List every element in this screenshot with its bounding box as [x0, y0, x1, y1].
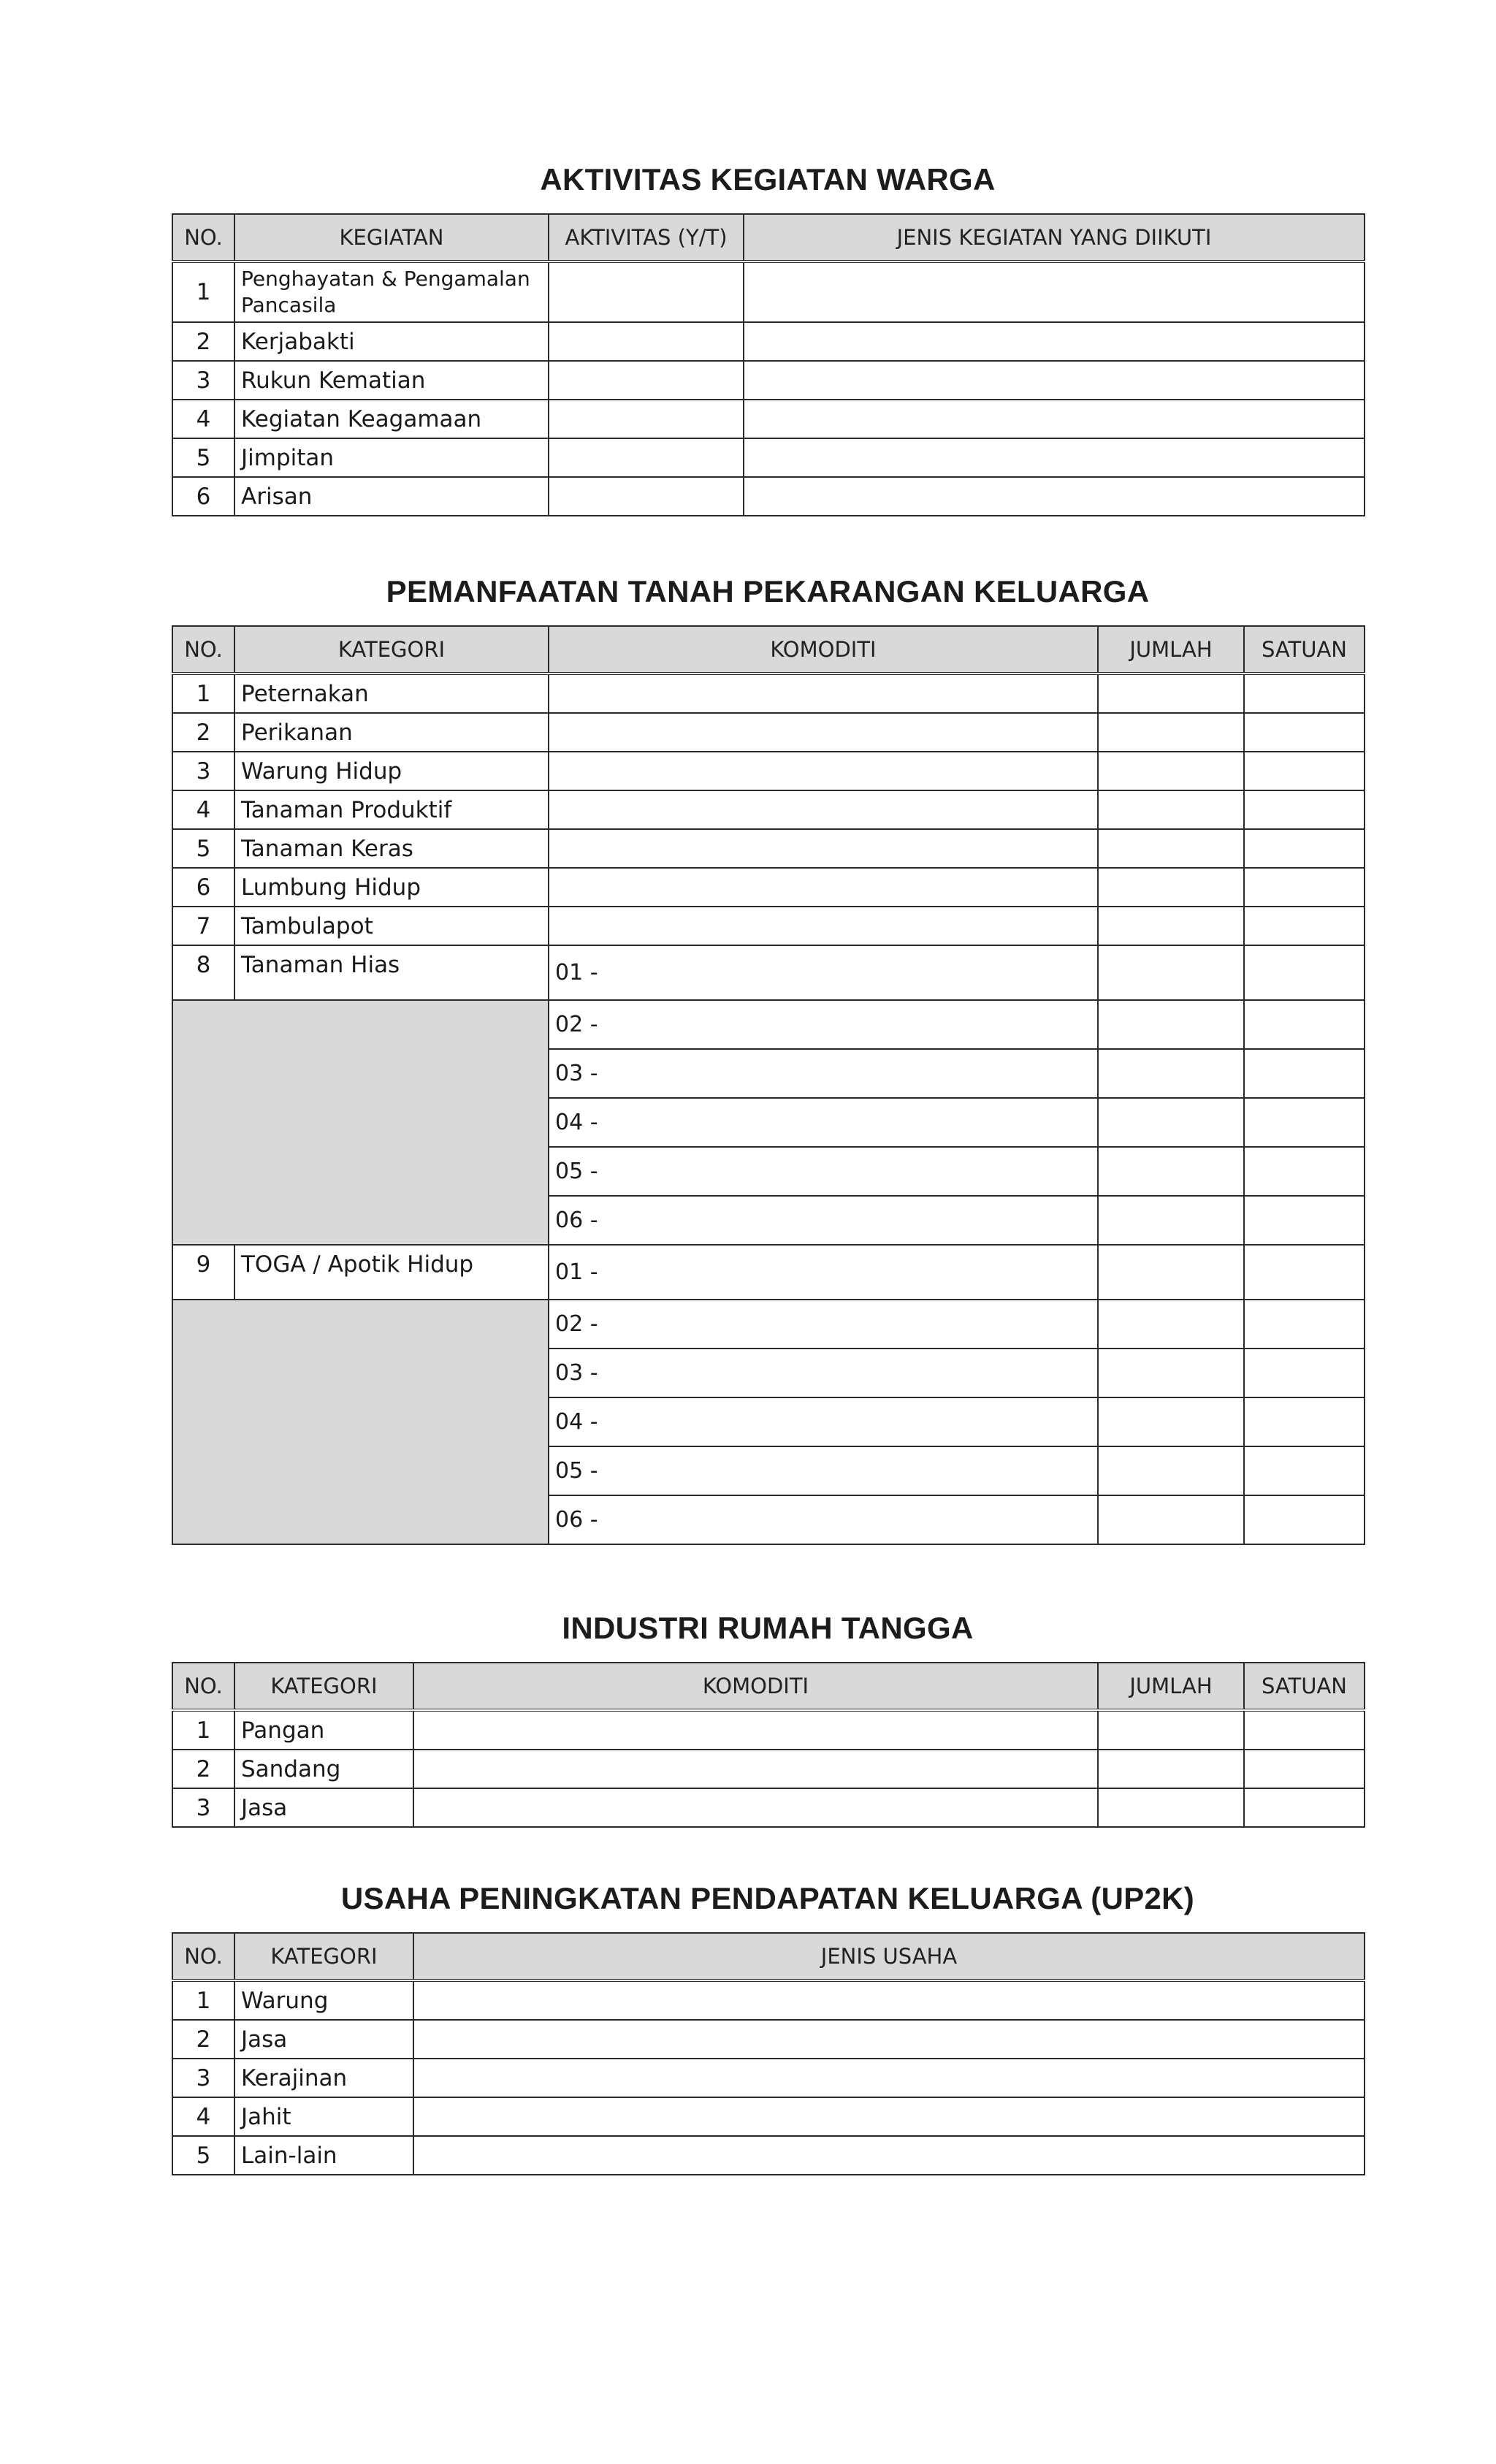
kategori-label: Jahit [234, 2097, 413, 2136]
header-no: NO. [172, 214, 234, 262]
row-number: 9 [172, 1245, 234, 1300]
row-number: 3 [172, 361, 234, 400]
satuan-cell[interactable] [1244, 1049, 1365, 1098]
kegiatan-label: Penghayatan & Pengamalan Pancasila [234, 262, 549, 322]
jenis-usaha-cell[interactable] [413, 2097, 1365, 2136]
komoditi-item[interactable]: 04 - [549, 1397, 1098, 1446]
komoditi-cell[interactable] [413, 1710, 1098, 1750]
shaded-block [172, 1000, 549, 1245]
kegiatan-label: Jimpitan [234, 438, 549, 477]
table-row [172, 477, 1365, 516]
aktivitas-cell[interactable] [549, 361, 744, 400]
satuan-cell[interactable] [1244, 1196, 1365, 1245]
kategori-label: Perikanan [234, 713, 549, 752]
row-number: 1 [172, 1710, 234, 1750]
jumlah-cell[interactable] [1098, 829, 1244, 868]
jumlah-cell[interactable] [1098, 752, 1244, 790]
table-row [172, 322, 1365, 361]
komoditi-cell[interactable] [549, 907, 1098, 945]
industri-section [172, 1611, 1364, 1828]
row-number: 2 [172, 2020, 234, 2059]
table-row [172, 790, 1365, 829]
jumlah-cell[interactable] [1098, 868, 1244, 907]
satuan-cell[interactable] [1244, 1495, 1365, 1544]
satuan-cell[interactable] [1244, 868, 1365, 907]
satuan-cell[interactable] [1244, 1710, 1365, 1750]
row-number: 6 [172, 477, 234, 516]
table-row [172, 868, 1365, 907]
header-jumlah: JUMLAH [1098, 1663, 1244, 1710]
header-kategori: KATEGORI [234, 1663, 413, 1710]
table-row [172, 1750, 1365, 1788]
jumlah-cell[interactable] [1098, 1245, 1244, 1300]
table-row [172, 2136, 1365, 2175]
table-row [172, 1245, 1365, 1300]
kategori-label: Jasa [234, 2020, 413, 2059]
komoditi-item[interactable]: 01 - [549, 1245, 1098, 1300]
komoditi-cell[interactable] [413, 1788, 1098, 1827]
jumlah-cell[interactable] [1098, 713, 1244, 752]
table-row [172, 1710, 1365, 1750]
header-no: NO. [172, 1663, 234, 1710]
table-row [172, 713, 1365, 752]
satuan-cell[interactable] [1244, 1300, 1365, 1349]
header-jenis-usaha: JENIS USAHA [413, 1933, 1365, 1980]
satuan-cell[interactable] [1244, 752, 1365, 790]
row-number: 2 [172, 1750, 234, 1788]
row-number: 4 [172, 400, 234, 438]
up2k-table [172, 1932, 1365, 2175]
komoditi-cell[interactable] [549, 674, 1098, 713]
table-row [172, 262, 1365, 322]
jumlah-cell[interactable] [1098, 1446, 1244, 1495]
kegiatan-label: Kerjabakti [234, 322, 549, 361]
table-row [172, 1788, 1365, 1827]
industri-title: INDUSTRI RUMAH TANGGA [562, 1611, 974, 1645]
row-number: 5 [172, 829, 234, 868]
header-jumlah: JUMLAH [1098, 626, 1244, 674]
jumlah-cell[interactable] [1098, 1710, 1244, 1750]
aktivitas-section [172, 162, 1364, 516]
komoditi-cell[interactable] [549, 829, 1098, 868]
jumlah-cell[interactable] [1098, 1300, 1244, 1349]
row-number: 6 [172, 868, 234, 907]
pekarangan-section [172, 574, 1364, 1545]
table-row [172, 1000, 1365, 1049]
pekarangan-table [172, 625, 1365, 1545]
komoditi-cell[interactable] [549, 752, 1098, 790]
komoditi-item[interactable]: 03 - [549, 1049, 1098, 1098]
satuan-cell[interactable] [1244, 1147, 1365, 1196]
table-row [172, 2020, 1365, 2059]
aktivitas-table [172, 213, 1365, 516]
jenis-kegiatan-cell[interactable] [744, 400, 1365, 438]
kategori-label: Peternakan [234, 674, 549, 713]
jumlah-cell[interactable] [1098, 1397, 1244, 1446]
row-number: 2 [172, 322, 234, 361]
komoditi-item[interactable]: 05 - [549, 1446, 1098, 1495]
kategori-label: Tanaman Produktif [234, 790, 549, 829]
satuan-cell[interactable] [1244, 1788, 1365, 1827]
jenis-kegiatan-cell[interactable] [744, 477, 1365, 516]
aktivitas-cell[interactable] [549, 262, 744, 322]
komoditi-cell[interactable] [549, 868, 1098, 907]
jumlah-cell[interactable] [1098, 1049, 1244, 1098]
satuan-cell[interactable] [1244, 790, 1365, 829]
komoditi-cell[interactable] [549, 713, 1098, 752]
satuan-cell[interactable] [1244, 1245, 1365, 1300]
jumlah-cell[interactable] [1098, 1495, 1244, 1544]
satuan-cell[interactable] [1244, 829, 1365, 868]
komoditi-item[interactable]: 04 - [549, 1098, 1098, 1147]
satuan-cell[interactable] [1244, 713, 1365, 752]
jenis-kegiatan-cell[interactable] [744, 438, 1365, 477]
table-row [172, 2097, 1365, 2136]
row-number: 1 [172, 1980, 234, 2020]
komoditi-item[interactable]: 02 - [549, 1300, 1098, 1349]
satuan-cell[interactable] [1244, 1098, 1365, 1147]
jenis-usaha-cell[interactable] [413, 2020, 1365, 2059]
table-row [172, 945, 1365, 1000]
jumlah-cell[interactable] [1098, 945, 1244, 1000]
kategori-label: TOGA / Apotik Hidup [234, 1245, 549, 1300]
table-row [172, 752, 1365, 790]
kategori-label: Jasa [234, 1788, 413, 1827]
header-no: NO. [172, 626, 234, 674]
header-satuan: SATUAN [1244, 1663, 1365, 1710]
satuan-cell[interactable] [1244, 945, 1365, 1000]
satuan-cell[interactable] [1244, 674, 1365, 713]
table-row [172, 438, 1365, 477]
header-kegiatan: KEGIATAN [234, 214, 549, 262]
satuan-cell[interactable] [1244, 1000, 1365, 1049]
table-row [172, 1300, 1365, 1349]
row-number: 4 [172, 2097, 234, 2136]
header-no: NO. [172, 1933, 234, 1980]
kategori-label: Tanaman Keras [234, 829, 549, 868]
jenis-kegiatan-cell[interactable] [744, 262, 1365, 322]
komoditi-cell[interactable] [549, 790, 1098, 829]
header-satuan: SATUAN [1244, 626, 1365, 674]
header-jenis-kegiatan: JENIS KEGIATAN YANG DIIKUTI [744, 214, 1365, 262]
table-row [172, 907, 1365, 945]
aktivitas-cell[interactable] [549, 438, 744, 477]
kategori-label: Warung Hidup [234, 752, 549, 790]
header-aktivitas: AKTIVITAS (Y/T) [549, 214, 744, 262]
table-row [172, 1980, 1365, 2020]
kegiatan-label: Kegiatan Keagamaan [234, 400, 549, 438]
komoditi-item[interactable]: 01 - [549, 945, 1098, 1000]
jumlah-cell[interactable] [1098, 1000, 1244, 1049]
kegiatan-label: Rukun Kematian [234, 361, 549, 400]
row-number: 1 [172, 262, 234, 322]
jumlah-cell[interactable] [1098, 907, 1244, 945]
jenis-usaha-cell[interactable] [413, 2059, 1365, 2097]
satuan-cell[interactable] [1244, 907, 1365, 945]
table-row [172, 2059, 1365, 2097]
kategori-label: Sandang [234, 1750, 413, 1788]
jenis-usaha-cell[interactable] [413, 1980, 1365, 2020]
kegiatan-label: Arisan [234, 477, 549, 516]
jenis-kegiatan-cell[interactable] [744, 322, 1365, 361]
kategori-label: Lumbung Hidup [234, 868, 549, 907]
jumlah-cell[interactable] [1098, 1196, 1244, 1245]
up2k-title: USAHA PENINGKATAN PENDAPATAN KELUARGA (UP2K) [340, 1881, 1195, 1915]
header-kategori: KATEGORI [234, 1933, 413, 1980]
jenis-kegiatan-cell[interactable] [744, 361, 1365, 400]
kategori-label: Pangan [234, 1710, 413, 1750]
satuan-cell[interactable] [1244, 1397, 1365, 1446]
row-number: 2 [172, 713, 234, 752]
row-number: 5 [172, 2136, 234, 2175]
table-row [172, 829, 1365, 868]
pekarangan-title: PEMANFAATAN TANAH PEKARANGAN KELUARGA [386, 574, 1150, 609]
row-number: 3 [172, 1788, 234, 1827]
komoditi-item[interactable]: 02 - [549, 1000, 1098, 1049]
kategori-label: Warung [234, 1980, 413, 2020]
row-number: 3 [172, 2059, 234, 2097]
industri-table [172, 1662, 1365, 1828]
kategori-label: Lain-lain [234, 2136, 413, 2175]
jumlah-cell[interactable] [1098, 674, 1244, 713]
jumlah-cell[interactable] [1098, 1098, 1244, 1147]
aktivitas-cell[interactable] [549, 322, 744, 361]
komoditi-item[interactable]: 06 - [549, 1196, 1098, 1245]
aktivitas-title: AKTIVITAS KEGIATAN WARGA [540, 162, 996, 197]
jumlah-cell[interactable] [1098, 1147, 1244, 1196]
up2k-section [172, 1881, 1364, 2175]
satuan-cell[interactable] [1244, 1750, 1365, 1788]
header-komoditi: KOMODITI [549, 626, 1098, 674]
row-number: 7 [172, 907, 234, 945]
aktivitas-cell[interactable] [549, 477, 744, 516]
satuan-cell[interactable] [1244, 1446, 1365, 1495]
jumlah-cell[interactable] [1098, 1788, 1244, 1827]
header-kategori: KATEGORI [234, 626, 549, 674]
table-row [172, 361, 1365, 400]
header-komoditi: KOMODITI [413, 1663, 1098, 1710]
jumlah-cell[interactable] [1098, 1750, 1244, 1788]
row-number: 1 [172, 674, 234, 713]
kategori-label: Tanaman Hias [234, 945, 549, 1000]
komoditi-item[interactable]: 05 - [549, 1147, 1098, 1196]
komoditi-item[interactable]: 03 - [549, 1349, 1098, 1397]
row-number: 5 [172, 438, 234, 477]
kategori-label: Tambulapot [234, 907, 549, 945]
jumlah-cell[interactable] [1098, 1349, 1244, 1397]
table-row [172, 400, 1365, 438]
row-number: 3 [172, 752, 234, 790]
jenis-usaha-cell[interactable] [413, 2136, 1365, 2175]
satuan-cell[interactable] [1244, 1349, 1365, 1397]
aktivitas-cell[interactable] [549, 400, 744, 438]
komoditi-cell[interactable] [413, 1750, 1098, 1788]
table-row [172, 674, 1365, 713]
kategori-label: Kerajinan [234, 2059, 413, 2097]
komoditi-item[interactable]: 06 - [549, 1495, 1098, 1544]
row-number: 4 [172, 790, 234, 829]
row-number: 8 [172, 945, 234, 1000]
shaded-block [172, 1300, 549, 1544]
jumlah-cell[interactable] [1098, 790, 1244, 829]
